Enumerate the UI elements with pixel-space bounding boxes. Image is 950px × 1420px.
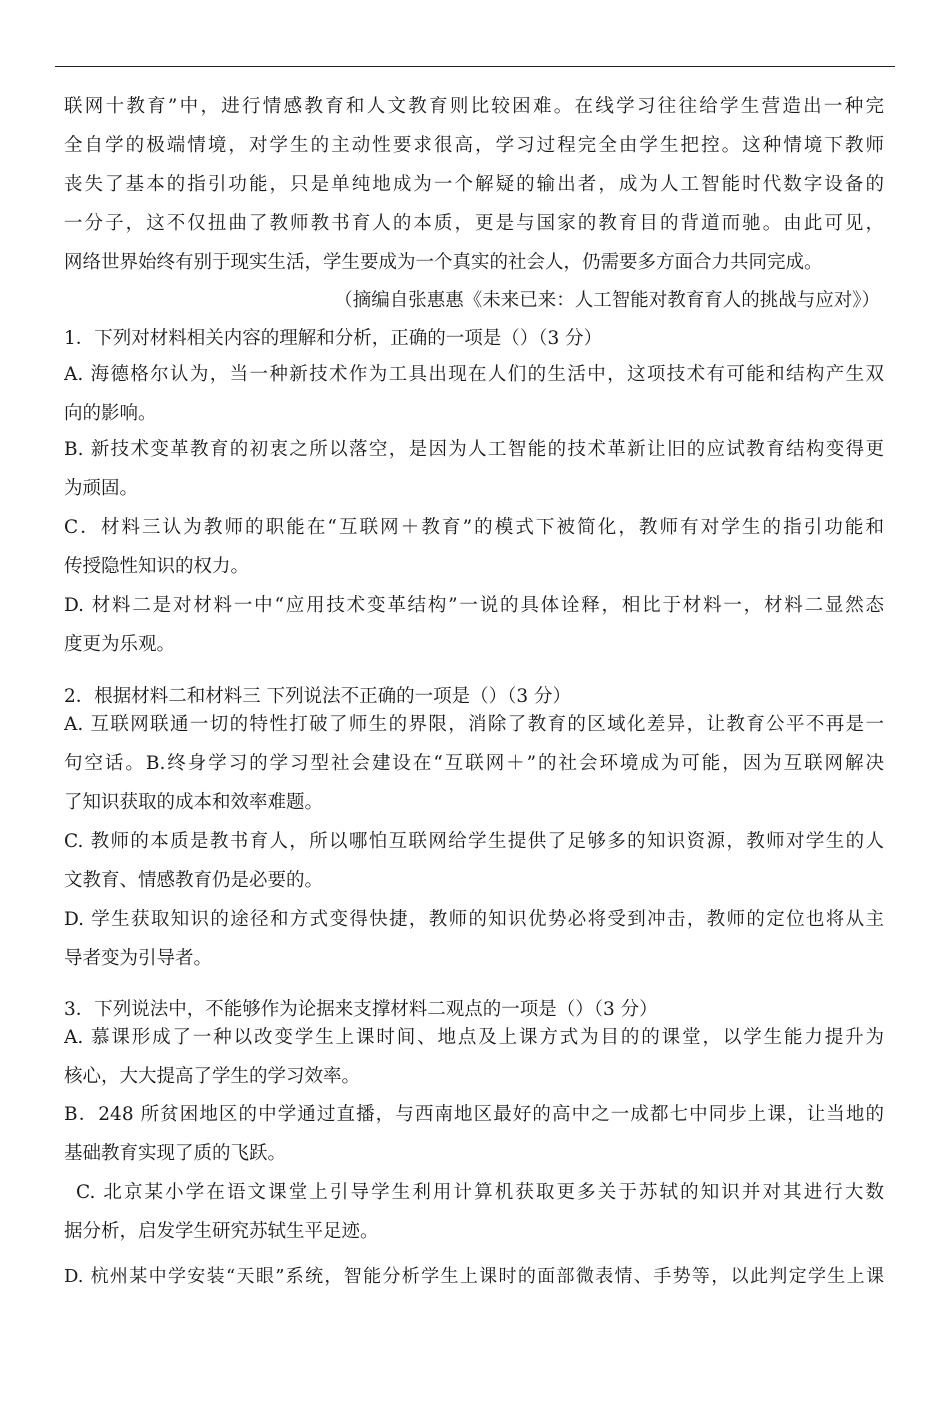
- passage-line: 网络世界始终有别于现实生活，学生要成为一个真实的社会人，仍需要多方面合力共同完成。: [64, 252, 823, 273]
- question-3-option-a: A. 慕课形成了一种以改变学生上课时间、地点及上课方式为目的的课堂，以学生能力提升为: [64, 1027, 884, 1048]
- passage-line: 全自学的极端情境，对学生的主动性要求很高，学习过程完全由学生把控。这种情境下教师: [64, 135, 884, 156]
- question-3-option-a-cont: 核心，大大提高了学生的学习效率。: [64, 1066, 361, 1087]
- question-1-option-c-cont: 传授隐性知识的权力。: [64, 556, 250, 577]
- question-1-option-a-cont: 向的影响。: [64, 403, 157, 424]
- passage-line: 丧失了基本的指引功能，只是单纯地成为一个解疑的输出者，成为人工智能时代数字设备的: [64, 174, 884, 195]
- question-3-option-b: B．248 所贫困地区的中学通过直播，与西南地区最好的高中之一成都七中同步上课，让当地的: [64, 1104, 884, 1125]
- question-1-option-c: C．材料三认为教师的职能在“互联网＋教育”的模式下被简化，教师有对学生的指引功能和: [64, 517, 884, 538]
- passage-line: 一分子，这不仅扭曲了教师教书育人的本质，更是与国家的教育目的背道而驰。由此可见，: [64, 213, 884, 234]
- citation: （摘编自张惠惠《未来已来：人工智能对教育育人的挑战与应对》）: [334, 290, 880, 311]
- question-2-option-d: D. 学生获取知识的途径和方式变得快捷，教师的知识优势必将受到冲击，教师的定位也将从主: [64, 909, 884, 930]
- question-2-option-a-b: 句空话。B.终身学习的学习型社会建设在“互联网＋”的社会环境成为可能，因为互联网解决: [64, 753, 884, 774]
- question-3-option-c: C. 北京某小学在语文课堂上引导学生利用计算机获取更多关于苏轼的知识并对其进行大数: [76, 1182, 884, 1203]
- question-2-option-d-cont: 导者变为引导者。: [64, 948, 213, 969]
- question-3-stem: 3．下列说法中，不能够作为论据来支撑材料二观点的一项是（）（3 分）: [64, 999, 658, 1020]
- question-1-option-d-cont: 度更为乐观。: [64, 634, 176, 655]
- passage-line: 联网十教育”中，进行情感教育和人文教育则比较困难。在线学习往往给学生营造出一种完: [64, 96, 884, 117]
- question-2-option-a: A. 互联网联通一切的特性打破了师生的界限，消除了教育的区域化差异，让教育公平不再是一: [64, 714, 884, 735]
- question-1-option-a: A. 海德格尔认为，当一种新技术作为工具出现在人们的生活中，这项技术有可能和结构产生双: [64, 364, 884, 385]
- question-3-option-d: D. 杭州某中学安装“天眼”系统，智能分析学生上课时的面部微表情、手势等，以此判定学生上课: [64, 1266, 884, 1287]
- question-2-option-c: C. 教师的本质是教书育人，所以哪怕互联网给学生提供了足够多的知识资源，教师对学生的人: [64, 831, 884, 852]
- question-1-stem: 1．下列对材料相关内容的理解和分析，正确的一项是（）（3 分）: [64, 328, 603, 349]
- question-1-option-d: D. 材料二是对材料一中“应用技术变革结构”一说的具体诠释，相比于材料一，材料二显然态: [64, 595, 884, 616]
- question-2-stem: 2．根据材料二和材料三 下列说法不正确的一项是（）（3 分）: [64, 686, 572, 707]
- question-3-option-b-cont: 基础教育实现了质的飞跃。: [64, 1143, 287, 1164]
- question-1-option-b: B. 新技术变革教育的初衷之所以落空，是因为人工智能的技术革新让旧的应试教育结构变得更: [64, 439, 884, 460]
- question-2-option-c-cont: 文教育、情感教育仍是必要的。: [64, 870, 324, 891]
- header-rule: [55, 66, 895, 67]
- question-2-option-b-cont: 了知识获取的成本和效率难题。: [64, 792, 324, 813]
- question-3-option-c-cont: 据分析，启发学生研究苏轼生平足迹。: [64, 1221, 379, 1242]
- question-1-option-b-cont: 为顽固。: [64, 478, 139, 499]
